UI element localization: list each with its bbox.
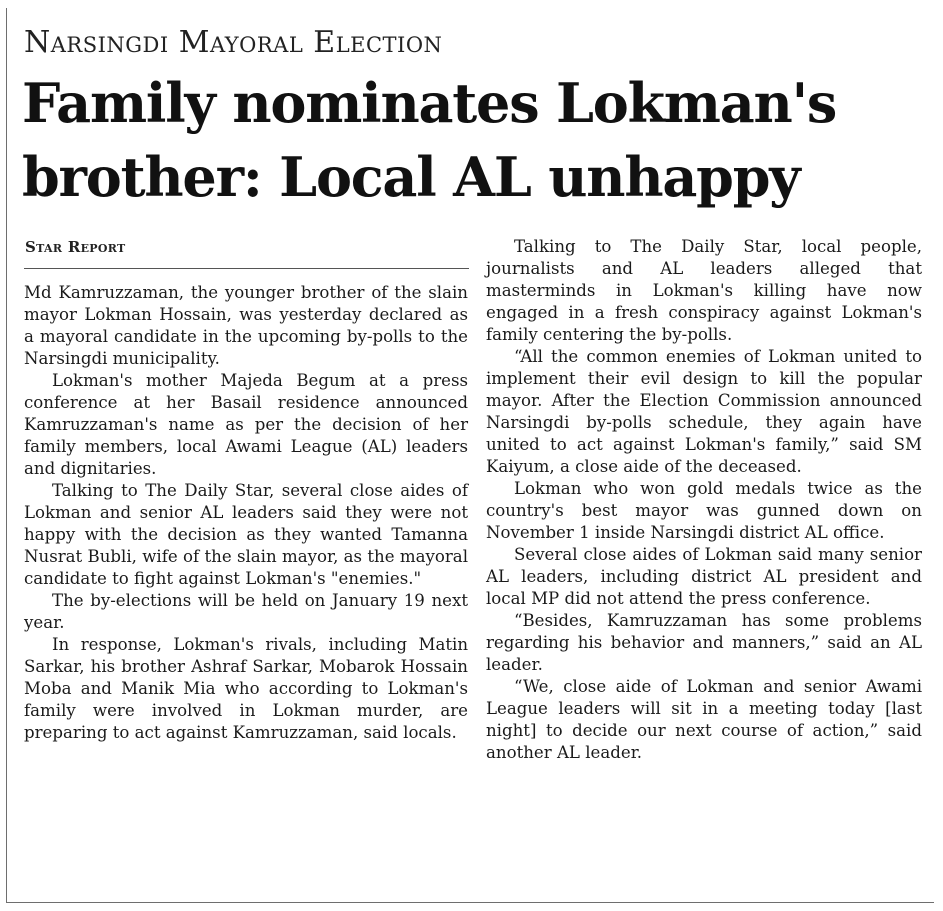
- paragraph: Lokman who won gold medals twice as the country's best mayor was gunned down on November 1 inside Narsingdi district AL office.: [486, 479, 922, 542]
- section-kicker: Narsingdi Mayoral Election: [24, 25, 443, 60]
- paragraph: Several close aides of Lokman said many senior AL leaders, including district AL president and local MP did not attend the press conference.: [486, 545, 922, 608]
- right-column: [486, 236, 922, 764]
- article-headline: Family nominates Lokman's brother: Local AL unhappy: [22, 71, 837, 209]
- paragraph: Lokman's mother Majeda Begum at a press conference at her Basail residence announced Kamruzzaman's name as per the decision of her family members, local Awami League (AL) leaders and dignitaries.: [24, 371, 468, 478]
- paragraph: Talking to The Daily Star, local people, journalists and AL leaders alleged that masterminds in Lokman's killing have now engaged in a fresh conspiracy against Lokman's family centering the by-polls.: [486, 237, 922, 344]
- paragraph: “We, close aide of Lokman and senior Awami League leaders will sit in a meeting today [last night] to decide our next course of action,” said another AL leader.: [486, 677, 922, 762]
- paragraph: Md Kamruzzaman, the younger brother of the slain mayor Lokman Hossain, was yesterday declared as a mayoral candidate in the upcoming by-polls to the Narsingdi municipality.: [24, 283, 468, 368]
- byline-divider: [24, 268, 469, 269]
- paragraph: “All the common enemies of Lokman united to implement their evil design to kill the popular mayor. After the Election Commission announced Narsingdi by-polls schedule, they again have united to act against Lokman's family,” said SM Kaiyum, a close aide of the deceased.: [486, 347, 922, 476]
- paragraph: The by-elections will be held on January 19 next year.: [24, 591, 468, 632]
- paragraph: In response, Lokman's rivals, including Matin Sarkar, his brother Ashraf Sarkar, Mobarok Hossain Moba and Manik Mia who according to Lokman's family were involved in Lokman murder, are preparing to act against Kamruzzaman, said locals.: [24, 635, 468, 742]
- paragraph: “Besides, Kamruzzaman has some problems regarding his behavior and manners,” said an AL leader.: [486, 611, 922, 674]
- byline: Star Report: [25, 238, 126, 256]
- left-column: [24, 282, 468, 744]
- paragraph: Talking to The Daily Star, several close aides of Lokman and senior AL leaders said they were not happy with the decision as they wanted Tamanna Nusrat Bubli, wife of the slain mayor, as the mayoral candidate to fight against Lokman's "enemies.": [24, 481, 468, 588]
